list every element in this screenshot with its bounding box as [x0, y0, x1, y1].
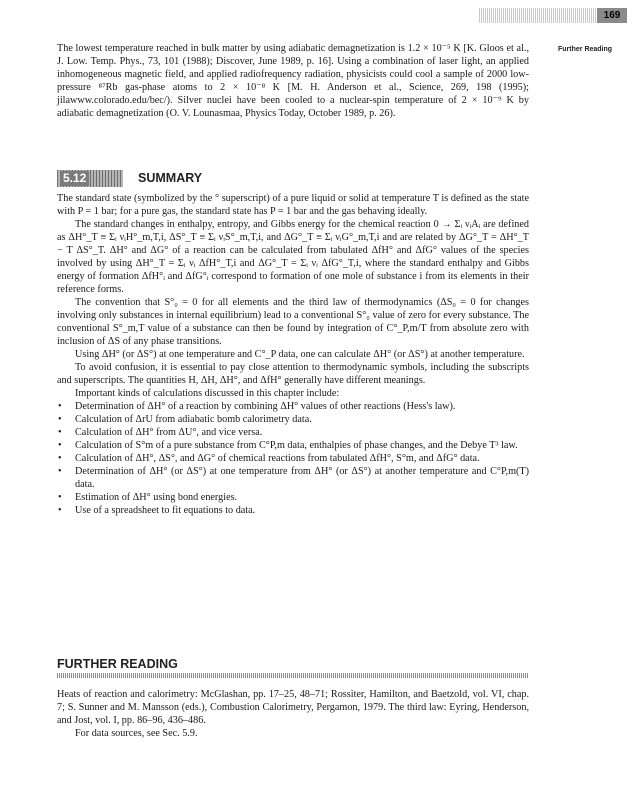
bullet-icon: • — [58, 505, 62, 516]
list-item — [57, 491, 529, 504]
list-item-text: Use of a spreadsheet to fit equations to data. — [75, 505, 256, 516]
page-number: 169 — [597, 8, 627, 23]
intro-paragraph: The lowest temperature reached in bulk matter by using adiabatic demagnetization is 1.2 × 10⁻⁵ K [K. Gloos et al., J. Low. Temp. Phys., 73, 101 (1988); Discover, June 1989, p. 16]. Using a combination of laser light, an applied inhomogeneous magnetic field, and applied radiofrequency radiation, physicists could cool a sample of 2000 low-pressure ⁸⁷Rb gas-phase atoms to 2 × 10⁻⁸ K [M. H. Anderson et al., Science, 269, 198 (1995); jilawww.colorado.edu/bec/). Silver nuclei have been cooled to a nuclear-spin temperature of 2 × 10⁻⁹ K by adiabatic demagnetization (O. V. Lounasmaa, Physics Today, October 1989, p. 26). — [57, 43, 529, 119]
list-item-text: Calculation of S°m of a pure substance from C°P,m data, enthalpies of phase changes, and the Debye T³ law. — [75, 440, 518, 451]
summary-paragraph: Important kinds of calculations discussed in this chapter include: — [75, 388, 340, 399]
section-heading — [57, 170, 529, 187]
summary-paragraph: To avoid confusion, it is essential to pay close attention to thermodynamic symbols, including the subscripts and superscripts. The quantities H, ΔH, ΔH°, and ΔfH° generally have different meanings. — [57, 362, 529, 386]
running-head: Further Reading — [558, 46, 613, 53]
bullet-icon: • — [58, 453, 62, 464]
list-item — [57, 426, 529, 439]
summary-paragraph: The convention that S°₀ = 0 for all elements and the third law of thermodynamics (ΔS₀ = 0 for changes involving only substances in internal equilibrium) lead to a conventional S°₀ value of zero for every substance. The conventional S°_m,T value of a substance can then be found by integration of C°_P,m/T from absolute zero with inclusion of ΔS of any phase transitions. — [57, 297, 529, 347]
further-reading-paragraph: Heats of reaction and calorimetry: McGlashan, pp. 17–25, 48–71; Rossiter, Hamilton, and Baetzold, vol. VI, chap. 7; S. Sunner and M. Mansson (eds.), Combustion Calorimetry, Pergamon, 1979. The third law: Eyring, Henderson, and Jost, vol. I, pp. 86–96, 436–486. — [57, 689, 529, 726]
bullet-icon: • — [58, 401, 62, 412]
summary-body — [57, 192, 529, 517]
list-item — [57, 413, 529, 426]
intro-block — [57, 42, 529, 120]
further-reading-title: FURTHER READING — [57, 657, 178, 671]
section-number-box — [57, 170, 123, 187]
summary-paragraph: The standard changes in enthalpy, entropy, and Gibbs energy for the chemical reaction 0 → Σᵢ νᵢAᵢ are defined as ΔH°_T ≡ Σᵢ νᵢH°_m,T,i, ΔS°_T ≡ Σᵢ νᵢS°_m,T,i, and ΔG°_T ≡ Σᵢ νᵢG°_m,T,i and are related by ΔG°_T = ΔH°_T − T ΔS°_T. ΔH° and ΔG° of a reaction can be calculated from tabulated ΔfH° and ΔfG° values of the species involved by using ΔH°_T = Σᵢ νᵢ ΔfH°_T,i and ΔG°_T = Σᵢ νᵢ ΔfG°_T,i, where the standard enthalpy and Gibbs energy of formation ΔfH°ᵢ and ΔfG°ᵢ correspond to formation of one mole of substance i from its elements in their reference forms. — [57, 219, 529, 295]
list-item — [57, 400, 529, 413]
calculation-list — [57, 400, 529, 517]
list-item-text: Calculation of ΔH°, ΔS°, and ΔG° of chemical reactions from tabulated ΔfH°, S°m, and ΔfG° data. — [75, 453, 480, 464]
bullet-icon: • — [58, 492, 62, 503]
list-item — [57, 452, 529, 465]
further-reading-paragraph: For data sources, see Sec. 5.9. — [75, 728, 198, 739]
list-item-text: Calculation of ΔrU from adiabatic bomb calorimetry data. — [75, 414, 312, 425]
bullet-icon: • — [58, 427, 62, 438]
bullet-icon: • — [58, 440, 62, 451]
bullet-icon: • — [58, 414, 62, 425]
list-item-text: Estimation of ΔH° using bond energies. — [75, 492, 238, 503]
page-number-bar — [478, 8, 627, 23]
section-title: SUMMARY — [138, 171, 203, 185]
list-item — [57, 504, 529, 517]
summary-paragraph: The standard state (symbolized by the ° superscript) of a pure liquid or solid at temperature T is defined as the state with P = 1 bar; for a pure gas, the standard state has P = 1 bar and the gas behaving ideally. — [57, 193, 529, 217]
list-item-text: Calculation of ΔH° from ΔU°, and vice versa. — [75, 427, 263, 438]
list-item-text: Determination of ΔH° (or ΔS°) at one temperature from ΔH° (or ΔS°) at another temperature and C°P,m(T) data. — [75, 466, 529, 490]
summary-paragraph: Using ΔH° (or ΔS°) at one temperature and C°_P data, one can calculate ΔH° (or ΔS°) at another temperature. — [75, 349, 525, 360]
list-item-text: Determination of ΔH° of a reaction by combining ΔH° values of other reactions (Hess's law). — [75, 401, 456, 412]
bullet-icon: • — [58, 466, 62, 477]
list-item — [57, 465, 529, 491]
further-reading-rule — [57, 673, 529, 678]
section-number: 5.12 — [60, 171, 89, 186]
further-reading-body — [57, 688, 529, 740]
list-item — [57, 439, 529, 452]
